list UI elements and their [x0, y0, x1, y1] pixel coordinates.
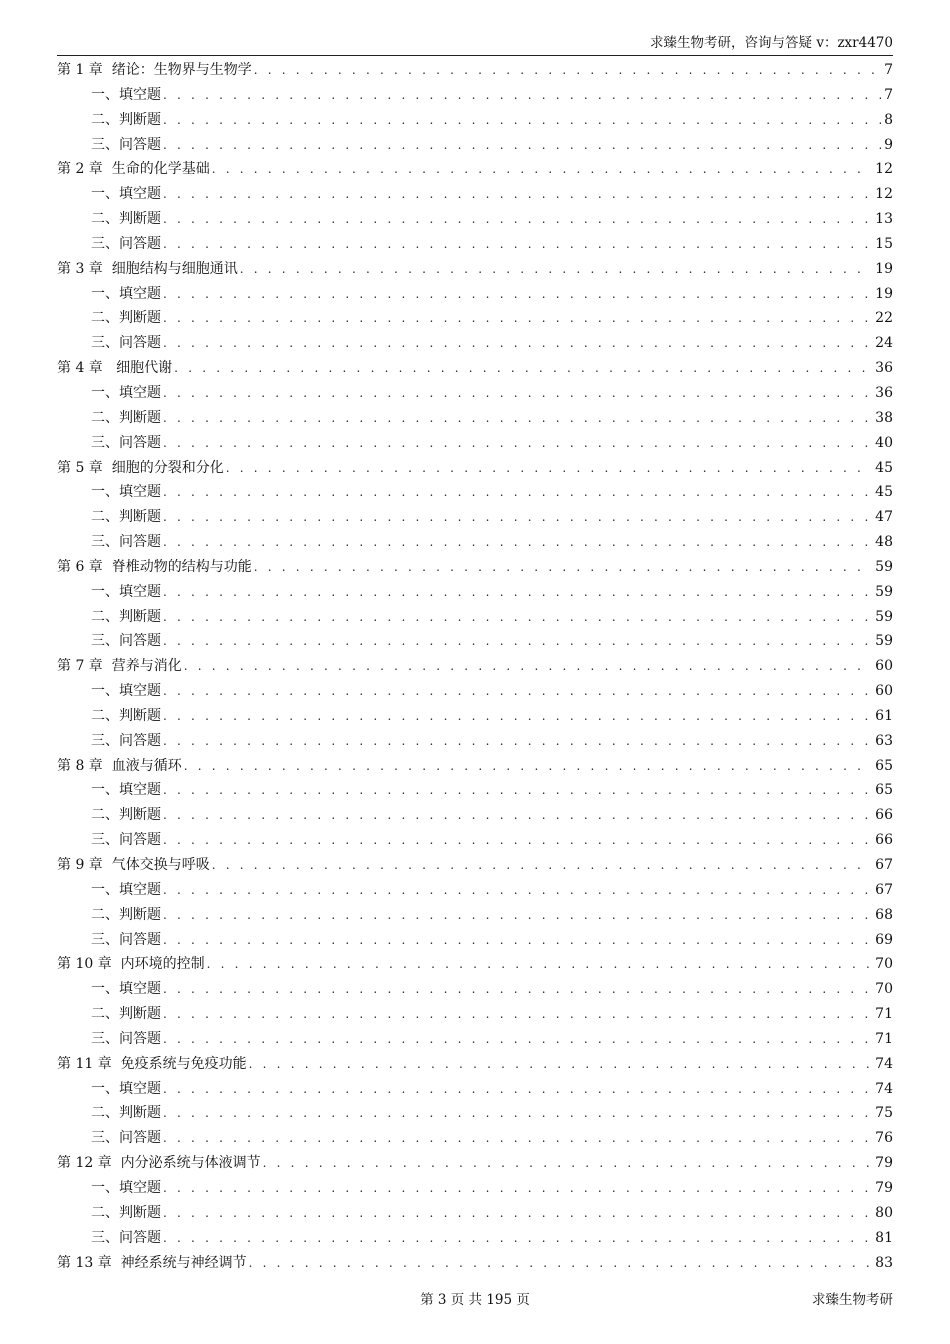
toc-entry-page-number: 19: [875, 285, 893, 302]
toc-chapter-entry[interactable]: [57, 456, 893, 481]
toc-dot-leader: [163, 679, 872, 704]
toc-dot-leader: [163, 580, 872, 605]
toc-dot-leader: [163, 207, 872, 232]
toc-dot-leader: [163, 1027, 872, 1052]
toc-entry-label: 一、填空题: [91, 583, 161, 600]
toc-dot-leader: [163, 381, 872, 406]
toc-chapter-entry[interactable]: [57, 257, 893, 282]
toc-section-entry[interactable]: [57, 729, 893, 754]
toc-dot-leader: [163, 1126, 872, 1151]
toc-entry-page-number: 36: [875, 360, 893, 377]
toc-entry-page-number: 45: [875, 459, 893, 476]
toc-entry-label: 三、问答题: [91, 633, 161, 650]
toc-section-entry[interactable]: [57, 878, 893, 903]
toc-chapter-entry[interactable]: [57, 157, 893, 182]
toc-dot-leader: [163, 803, 872, 828]
toc-dot-leader: [163, 605, 872, 630]
toc-entry-page-number: 81: [875, 1229, 893, 1246]
toc-entry-label: 二、判断题: [91, 608, 161, 625]
toc-chapter-entry[interactable]: [57, 1052, 893, 1077]
toc-entry-page-number: 74: [875, 1080, 893, 1097]
table-of-contents: [57, 58, 893, 1275]
toc-section-entry[interactable]: [57, 505, 893, 530]
toc-chapter-entry[interactable]: [57, 356, 893, 381]
toc-entry-page-number: 71: [875, 1006, 893, 1023]
toc-entry-label: 第 10 章 内环境的控制: [57, 956, 205, 973]
toc-section-entry[interactable]: [57, 1201, 893, 1226]
toc-dot-leader: [163, 406, 872, 431]
toc-entry-label: 二、判断题: [91, 1105, 161, 1122]
toc-entry-page-number: 9: [884, 136, 893, 153]
toc-entry-page-number: 60: [875, 658, 893, 675]
toc-entry-page-number: 63: [875, 732, 893, 749]
toc-dot-leader: [163, 828, 872, 853]
toc-dot-leader: [163, 1176, 872, 1201]
toc-dot-leader: [163, 1201, 872, 1226]
toc-entry-label: 一、填空题: [91, 1080, 161, 1097]
toc-section-entry[interactable]: [57, 605, 893, 630]
toc-entry-page-number: 12: [875, 161, 893, 178]
toc-entry-page-number: 61: [875, 707, 893, 724]
toc-entry-label: 二、判断题: [91, 211, 161, 228]
toc-chapter-entry[interactable]: [57, 1251, 893, 1276]
toc-entry-label: 第 2 章 生命的化学基础: [57, 161, 210, 178]
toc-entry-label: 二、判断题: [91, 1006, 161, 1023]
toc-dot-leader: [163, 306, 872, 331]
toc-section-entry[interactable]: [57, 381, 893, 406]
toc-entry-page-number: 45: [875, 484, 893, 501]
toc-entry-label: 第 8 章 血液与循环: [57, 757, 182, 774]
toc-entry-label: 第 4 章 细胞代谢: [57, 360, 173, 377]
toc-entry-page-number: 36: [875, 384, 893, 401]
toc-section-entry[interactable]: [57, 580, 893, 605]
toc-dot-leader: [184, 654, 872, 679]
toc-dot-leader: [163, 1002, 872, 1027]
toc-section-entry[interactable]: [57, 232, 893, 257]
toc-dot-leader: [163, 704, 872, 729]
toc-entry-label: 第 7 章 营养与消化: [57, 658, 182, 675]
toc-entry-label: 三、问答题: [91, 136, 161, 153]
toc-entry-page-number: 59: [875, 558, 893, 575]
toc-entry-label: 三、问答题: [91, 235, 161, 252]
toc-entry-page-number: 71: [875, 1030, 893, 1047]
toc-entry-label: 一、填空题: [91, 285, 161, 302]
toc-section-entry[interactable]: [57, 679, 893, 704]
toc-chapter-entry[interactable]: [57, 754, 893, 779]
toc-entry-label: 三、问答题: [91, 335, 161, 352]
footer-brand: 求臻生物考研: [812, 1292, 893, 1308]
toc-dot-leader: [163, 1077, 872, 1102]
toc-entry-label: 三、问答题: [91, 832, 161, 849]
toc-entry-label: 第 5 章 细胞的分裂和分化: [57, 459, 224, 476]
toc-section-entry[interactable]: [57, 1002, 893, 1027]
toc-entry-label: 三、问答题: [91, 534, 161, 551]
toc-entry-page-number: 13: [875, 211, 893, 228]
page-number: 第 3 页 共 195 页: [420, 1292, 530, 1308]
toc-chapter-entry[interactable]: [57, 654, 893, 679]
toc-entry-label: 二、判断题: [91, 906, 161, 923]
toc-entry-page-number: 48: [875, 534, 893, 551]
toc-dot-leader: [254, 555, 872, 580]
toc-entry-label: 二、判断题: [91, 1204, 161, 1221]
toc-entry-page-number: 59: [875, 583, 893, 600]
toc-entry-label: 一、填空题: [91, 881, 161, 898]
toc-entry-page-number: 7: [884, 62, 893, 78]
toc-entry-page-number: 19: [875, 260, 893, 277]
toc-chapter-entry[interactable]: [57, 555, 893, 580]
toc-section-entry[interactable]: [57, 828, 893, 853]
toc-section-entry[interactable]: [57, 928, 893, 953]
toc-section-entry[interactable]: [57, 1226, 893, 1251]
toc-section-entry[interactable]: [57, 1027, 893, 1052]
toc-dot-leader: [163, 729, 872, 754]
toc-section-entry[interactable]: [57, 977, 893, 1002]
toc-entry-label: 一、填空题: [91, 782, 161, 799]
toc-section-entry[interactable]: [57, 803, 893, 828]
toc-entry-label: 一、填空题: [91, 86, 161, 103]
toc-chapter-entry[interactable]: [57, 853, 893, 878]
toc-dot-leader: [174, 356, 872, 381]
toc-section-entry[interactable]: [57, 1101, 893, 1126]
toc-entry-page-number: 22: [875, 310, 893, 327]
toc-dot-leader: [163, 282, 872, 307]
toc-entry-page-number: 67: [875, 881, 893, 898]
toc-dot-leader: [249, 1251, 873, 1276]
toc-section-entry[interactable]: [57, 903, 893, 928]
toc-entry-page-number: 83: [875, 1254, 893, 1271]
toc-entry-label: 二、判断题: [91, 807, 161, 824]
toc-dot-leader: [163, 133, 881, 158]
toc-entry-page-number: 74: [875, 1055, 893, 1072]
toc-dot-leader: [163, 629, 872, 654]
toc-entry-page-number: 60: [875, 683, 893, 700]
toc-dot-leader: [212, 157, 872, 182]
toc-entry-label: 一、填空题: [91, 484, 161, 501]
toc-entry-label: 三、问答题: [91, 1130, 161, 1147]
toc-section-entry[interactable]: [57, 282, 893, 307]
toc-dot-leader: [212, 853, 872, 878]
toc-entry-label: 第 1 章 绪论：生物界与生物学: [57, 62, 252, 78]
toc-entry-page-number: 70: [875, 981, 893, 998]
toc-entry-page-number: 24: [875, 335, 893, 352]
toc-entry-page-number: 8: [884, 111, 893, 128]
toc-section-entry[interactable]: [57, 406, 893, 431]
toc-entry-page-number: 76: [875, 1130, 893, 1147]
toc-entry-page-number: 79: [875, 1155, 893, 1172]
toc-dot-leader: [163, 977, 872, 1002]
toc-entry-label: 三、问答题: [91, 1030, 161, 1047]
toc-dot-leader: [263, 1151, 873, 1176]
page-footer: [57, 1288, 893, 1312]
toc-dot-leader: [163, 431, 872, 456]
toc-dot-leader: [240, 257, 872, 282]
toc-entry-page-number: 66: [875, 807, 893, 824]
toc-dot-leader: [163, 1101, 872, 1126]
toc-section-entry[interactable]: [57, 306, 893, 331]
page-header: [57, 33, 893, 56]
toc-entry-label: 一、填空题: [91, 683, 161, 700]
toc-section-entry[interactable]: [57, 331, 893, 356]
toc-entry-label: 二、判断题: [91, 707, 161, 724]
toc-entry-page-number: 66: [875, 832, 893, 849]
toc-entry-label: 二、判断题: [91, 509, 161, 526]
toc-entry-page-number: 70: [875, 956, 893, 973]
toc-entry-page-number: 59: [875, 633, 893, 650]
toc-entry-label: 三、问答题: [91, 1229, 161, 1246]
toc-dot-leader: [163, 878, 872, 903]
toc-entry-page-number: 67: [875, 857, 893, 873]
toc-entry-label: 三、问答题: [91, 732, 161, 749]
toc-dot-leader: [163, 928, 872, 953]
toc-section-entry[interactable]: [57, 133, 893, 158]
toc-entry-page-number: 79: [875, 1179, 893, 1196]
toc-entry-label: 一、填空题: [91, 384, 161, 401]
toc-entry-page-number: 15: [875, 235, 893, 252]
toc-entry-label: 第 12 章 内分泌系统与体液调节: [57, 1155, 261, 1172]
toc-entry-page-number: 59: [875, 608, 893, 625]
toc-entry-page-number: 80: [875, 1204, 893, 1221]
toc-entry-label: 第 6 章 脊椎动物的结构与功能: [57, 558, 252, 575]
toc-entry-page-number: 75: [875, 1105, 893, 1122]
toc-section-entry[interactable]: [57, 83, 893, 108]
toc-entry-label: 第 11 章 免疫系统与免疫功能: [57, 1055, 247, 1072]
toc-dot-leader: [163, 83, 881, 108]
toc-entry-page-number: 65: [875, 782, 893, 799]
toc-entry-page-number: 7: [884, 86, 893, 103]
toc-dot-leader: [163, 1226, 872, 1251]
toc-entry-label: 一、填空题: [91, 186, 161, 203]
toc-dot-leader: [163, 480, 872, 505]
toc-dot-leader: [226, 456, 872, 481]
toc-dot-leader: [163, 903, 872, 928]
toc-dot-leader: [163, 331, 872, 356]
toc-section-entry[interactable]: [57, 629, 893, 654]
toc-entry-label: 一、填空题: [91, 981, 161, 998]
toc-dot-leader: [163, 182, 872, 207]
toc-dot-leader: [163, 108, 881, 133]
toc-entry-page-number: 38: [875, 409, 893, 426]
toc-entry-page-number: 47: [875, 509, 893, 526]
toc-dot-leader: [207, 952, 873, 977]
toc-dot-leader: [249, 1052, 873, 1077]
toc-entry-page-number: 68: [875, 906, 893, 923]
toc-entry-label: 第 13 章 神经系统与神经调节: [57, 1254, 247, 1271]
toc-entry-page-number: 12: [875, 186, 893, 203]
toc-chapter-entry[interactable]: [57, 952, 893, 977]
toc-dot-leader: [163, 778, 872, 803]
toc-section-entry[interactable]: [57, 704, 893, 729]
toc-section-entry[interactable]: [57, 108, 893, 133]
toc-entry-page-number: 40: [875, 434, 893, 451]
toc-section-entry[interactable]: [57, 530, 893, 555]
toc-section-entry[interactable]: [57, 480, 893, 505]
toc-section-entry[interactable]: [57, 1176, 893, 1201]
toc-section-entry[interactable]: [57, 431, 893, 456]
toc-dot-leader: [163, 505, 872, 530]
toc-entry-label: 三、问答题: [91, 931, 161, 948]
toc-entry-label: 三、问答题: [91, 434, 161, 451]
toc-entry-page-number: 69: [875, 931, 893, 948]
toc-section-entry[interactable]: [57, 182, 893, 207]
toc-dot-leader: [163, 530, 872, 555]
header-text: 求臻生物考研，咨询与答疑 v：zxr4470: [650, 35, 893, 51]
toc-entry-label: 二、判断题: [91, 310, 161, 327]
toc-section-entry[interactable]: [57, 778, 893, 803]
toc-chapter-entry[interactable]: [57, 1151, 893, 1176]
toc-chapter-entry[interactable]: [57, 58, 893, 83]
toc-entry-label: 二、判断题: [91, 111, 161, 128]
toc-entry-label: 一、填空题: [91, 1179, 161, 1196]
toc-dot-leader: [254, 58, 881, 83]
toc-dot-leader: [163, 232, 872, 257]
toc-entry-page-number: 65: [875, 757, 893, 774]
toc-section-entry[interactable]: [57, 1126, 893, 1151]
toc-dot-leader: [184, 754, 872, 779]
toc-entry-label: 二、判断题: [91, 409, 161, 426]
toc-entry-label: 第 3 章 细胞结构与细胞通讯: [57, 260, 238, 277]
toc-section-entry[interactable]: [57, 207, 893, 232]
toc-section-entry[interactable]: [57, 1077, 893, 1102]
toc-entry-label: 第 9 章 气体交换与呼吸: [57, 857, 210, 873]
